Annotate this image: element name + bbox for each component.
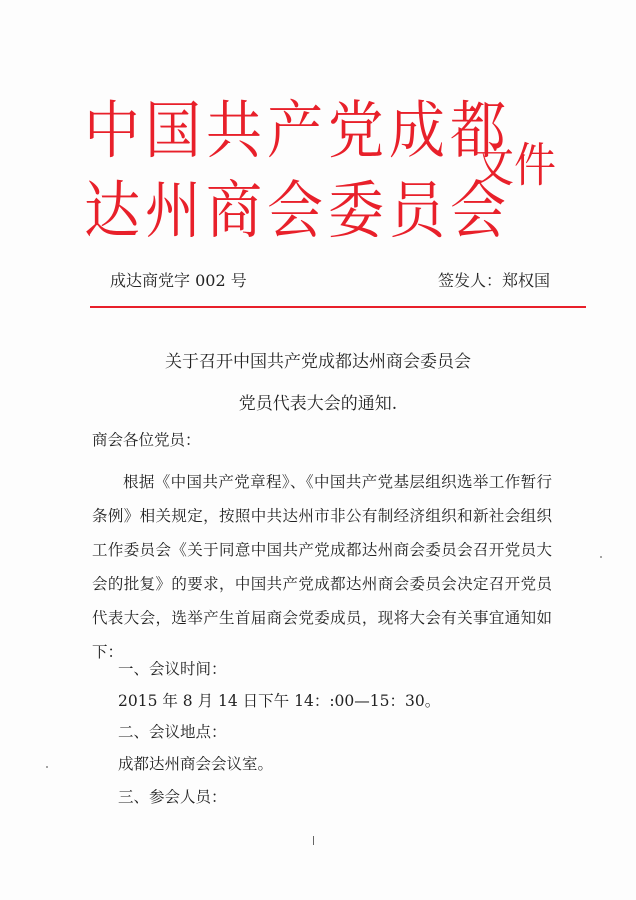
page-mark (313, 836, 314, 845)
masthead (0, 0, 636, 260)
red-divider (90, 306, 586, 308)
salutation: 商会各位党员： (92, 431, 201, 449)
document-number: 成达商党字 002 号 (110, 271, 247, 290)
signer: 签发人：郑权国 (438, 271, 551, 290)
section-place-heading: 二、会议地点： (118, 723, 227, 741)
scan-speck (46, 766, 48, 768)
section-time-heading: 一、会议时间： (118, 660, 227, 678)
section-attendees-heading: 三、参会人员： (118, 788, 227, 806)
body-paragraph: 根据《中国共产党章程》、《中国共产党基层组织选举工作暂行条例》相关规定，按照中共达州市非公有制经济组织和新社会组织工作委员会《关于同意中国共产党成都达州商会委员会召开党员大会的批复》的要求，中国共产党成都达州商会委员会决定召开党员代表大会，选举产生首届商会党委成员，现将大会有关事宜通知如下： (92, 473, 552, 661)
section-time-value: 2015 年 8 月 14 日下午 14：:00—15：30。 (118, 692, 441, 710)
masthead-document-word: 文件 (472, 138, 557, 193)
scan-speck (600, 556, 602, 558)
notice-title-line-2: 党员代表大会的通知. (238, 394, 398, 414)
masthead-org-line-1: 中国共产党成都 (84, 94, 511, 168)
masthead-org-line-2: 达州商会委员会 (84, 174, 511, 248)
notice-title-line-1: 关于召开中国共产党成都达州商会委员会 (165, 352, 471, 372)
section-place-value: 成都达州商会会议室。 (118, 755, 274, 773)
